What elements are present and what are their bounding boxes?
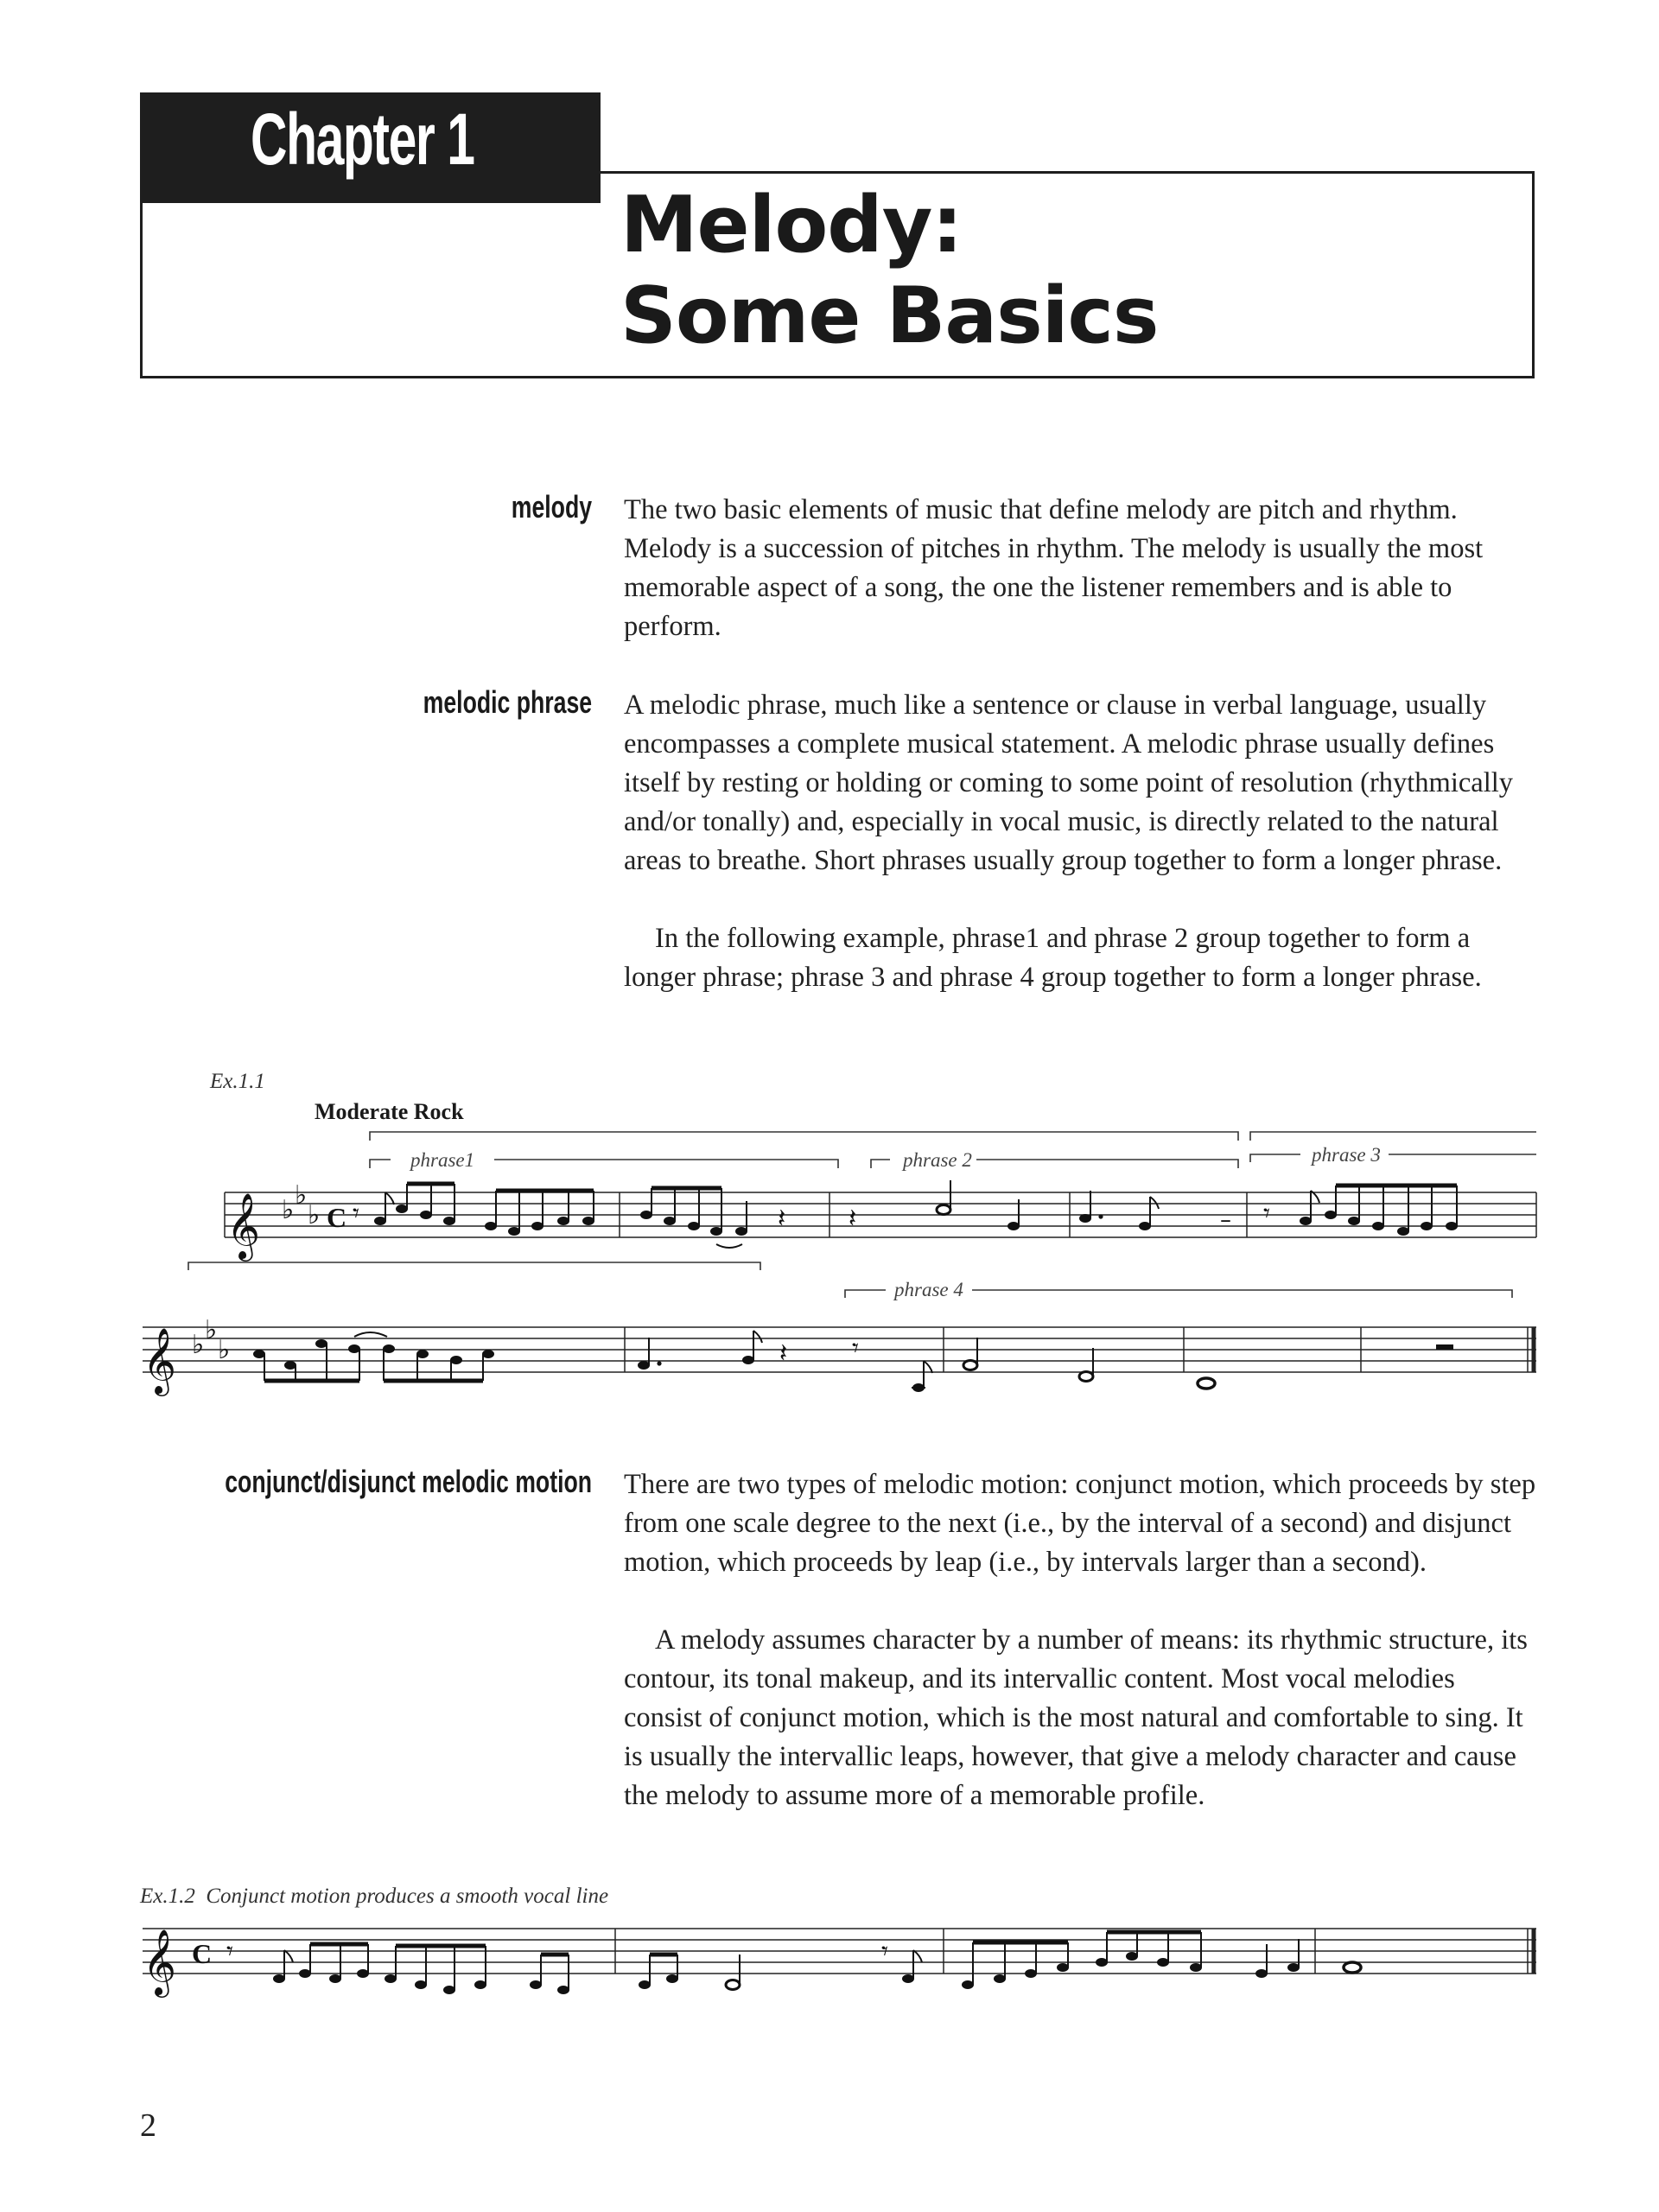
staff-3 [143, 1929, 1536, 1974]
svg-text:𝄽: 𝄽 [849, 1204, 857, 1234]
svg-text:𝄾: 𝄾 [353, 1198, 359, 1229]
svg-text:𝄾: 𝄾 [226, 1936, 233, 1967]
svg-text:𝄾: 𝄾 [881, 1936, 888, 1967]
chapter-title-line-1: Melody: [620, 180, 963, 270]
chapter-tab [140, 92, 601, 203]
notes-staff-2 [253, 1339, 1215, 1392]
example-2-label [140, 1885, 608, 1909]
phrase-1-bracket [494, 1160, 838, 1168]
flat-icon: ♭ [282, 1195, 295, 1225]
long-phrase-bracket-2 [1250, 1132, 1536, 1141]
svg-text:♭: ♭ [192, 1330, 205, 1360]
tempo-marking: Moderate Rock [315, 1099, 464, 1124]
beams-staff-1 [407, 1184, 1457, 1191]
svg-text:𝄾: 𝄾 [1263, 1198, 1270, 1229]
svg-text:C: C [192, 1938, 213, 1969]
svg-text:–: – [1220, 1207, 1231, 1233]
paragraph-motion-1: There are two types of melodic motion: conjunct motion, which proceeds by step from one scale degree to the next (i.e., by the interval of a second) and disjunct motion, which proceeds by leap (i.e., by intervals larger than a second). [624, 1469, 1536, 1578]
music-example-1 [0, 1115, 1659, 1400]
svg-text:♭: ♭ [205, 1315, 218, 1345]
term-melody: melody [511, 489, 592, 524]
svg-text:𝄽: 𝄽 [778, 1204, 786, 1234]
long-phrase-bracket-3 [188, 1262, 760, 1270]
chapter-title-line-2: Some Basics [620, 270, 1159, 361]
paragraph-phrase-2: In the following example, phrase1 and phrase 2 group together to form a longer phrase; phrase 3 and phrase 4 group together to form a longer phrase. [624, 923, 1482, 993]
phrase-4-bracket [972, 1290, 1512, 1298]
phrase-3-label: phrase 3 [1312, 1144, 1381, 1166]
term-melodic-phrase: melodic phrase [423, 684, 592, 720]
chapter-title [620, 180, 1158, 361]
music-example-2 [0, 1910, 1659, 2022]
stems-staff-1 [385, 1180, 1457, 1231]
example-2-caption: Conjunct motion produces a smooth vocal line [206, 1885, 609, 1908]
svg-text:𝄾: 𝄾 [852, 1333, 859, 1363]
time-signature: C [327, 1202, 347, 1233]
svg-text:♭: ♭ [295, 1180, 308, 1211]
term-conjunct-disjunct: conjunct/disjunct melodic motion [225, 1464, 592, 1499]
svg-text:♭: ♭ [308, 1200, 321, 1230]
phrase-4-label: phrase 4 [894, 1279, 963, 1300]
phrase-2-label: phrase 2 [903, 1149, 972, 1171]
paragraph-melody: The two basic elements of music that define melody are pitch and rhythm. Melody is a succession of pitches in rhythm. The melody is usually the most memorable aspect of a song, the one the listener remembers and is able to perform. [624, 494, 1484, 642]
notes-staff-1 [374, 1205, 1458, 1236]
example-2-number: Ex.1.2 [140, 1885, 195, 1908]
long-phrase-bracket-1 [370, 1132, 1238, 1141]
example-1-label: Ex.1.1 [210, 1070, 265, 1093]
chapter-label: Chapter 1 [251, 99, 474, 180]
svg-text:𝄞: 𝄞 [143, 1327, 177, 1394]
svg-text:♭: ♭ [218, 1335, 231, 1365]
treble-clef-icon: 𝄞 [226, 1192, 261, 1259]
phrase-1-label: phrase1 [410, 1149, 475, 1171]
svg-text:𝄞: 𝄞 [143, 1929, 177, 1995]
page-number: 2 [140, 2107, 156, 2144]
phrase-2-bracket [976, 1160, 1238, 1168]
paragraph-phrase-1: A melodic phrase, much like a sentence or clause in verbal language, usually encompasses a complete musical statement. A melodic phrase usually defines itself by resting or holding or coming to some point of resolution (rhythmically and/or tonally) and, especially in vocal music, is directly related to the natural areas to breathe. Short phrases usually group together to form a longer phrase. [624, 690, 1514, 876]
svg-text:𝄽: 𝄽 [779, 1338, 788, 1369]
paragraph-motion-2: A melody assumes character by a number of means: its rhythmic structure, its contour, its tonal makeup, and its intervallic content. Most vocal melodies consist of conjunct motion, which is the most natural and comfortable to sing. It is usually the intervallic leaps, however, that give a melody character and cause the melody to assume more of a memorable profile. [624, 1624, 1528, 1811]
